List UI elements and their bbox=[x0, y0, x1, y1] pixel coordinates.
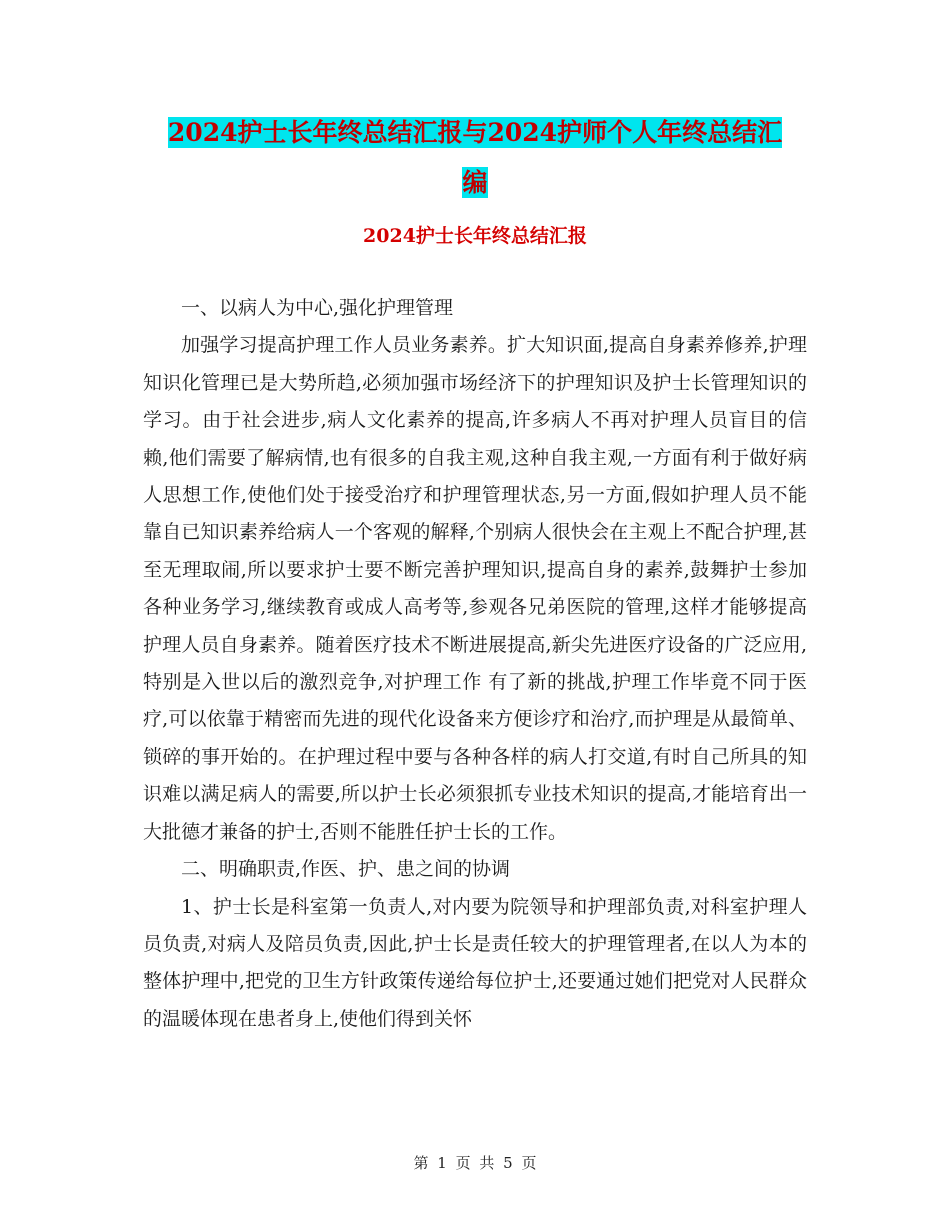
section-heading-2: 二、明确职责,作医、护、患之间的协调 bbox=[181, 858, 511, 881]
section-heading-1: 一、以病人为中心,强化护理管理 bbox=[181, 297, 454, 319]
page-footer: 第 1 页 共 5 页 bbox=[413, 1154, 537, 1172]
body-paragraph-2: 1、护士长是科室第一负责人,对内要为院领导和护理部负责,对科室护理人员负责,对病人及陪员负责,因此,护士长是责任较大的护理管理者,在以人为本的整体护理中,把党的卫生方针政策传递给每位护士,还要通过她们把党对人民群众的温暖体现在患者身上,使他们得到关怀 bbox=[143, 895, 807, 1030]
title-line-2 bbox=[140, 158, 810, 208]
document-body bbox=[143, 290, 807, 1038]
section-title: 2024护士长年终总结汇报 bbox=[363, 225, 587, 247]
title-highlight: 2024护士长年终总结汇报与2024护师个人年终总结汇 bbox=[167, 118, 783, 147]
body-paragraph-1: 加强学习提高护理工作人员业务素养。扩大知识面,提高自身素养修养,护理知识化管理已是大势所趋,必须加强市场经济下的护理知识及护士长管理知识的学习。由于社会进步,病人文化素养的提高,许多病人不再对护理人员盲目的信赖,他们需要了解病情,也有很多的自我主观,这种自我主观,一方面有利于做好病人思想工作,使他们处于接受治疗和护理管理状态,另一方面,假如护理人员不能靠自已知识素养给病人一个客观的解释,个别病人很快会在主观上不配合护理,甚至无理取闹,所以要求护士要不断完善护理知识,提高自身的素养,鼓舞护士参加各种业务学习,继续教育或成人高考等,参观各兄弟医院的管理,这样才能够提高护理人员自身素养。随着医疗技术不断进展提高,新尖先进医疗设备的广泛应用,特别是入世以后的激烈竞争,对护理工作 有了新的挑战,护理工作毕竟不同于医疗,可以依靠于精密而先进的现代化设备来方便诊疗和治疗,而护理是从最简单、锁碎的事开始的。在护理过程中要与各种各样的病人打交道,有时自己所具的知识难以满足病人的需要,所以护士长必须狠抓专业技术知识的提高,才能培育出一大批德才兼备的护士,否则不能胜任护士长的工作。 bbox=[143, 334, 807, 843]
title-highlight: 编 bbox=[462, 168, 488, 197]
title-line-1 bbox=[140, 108, 810, 158]
document-title bbox=[140, 108, 810, 208]
